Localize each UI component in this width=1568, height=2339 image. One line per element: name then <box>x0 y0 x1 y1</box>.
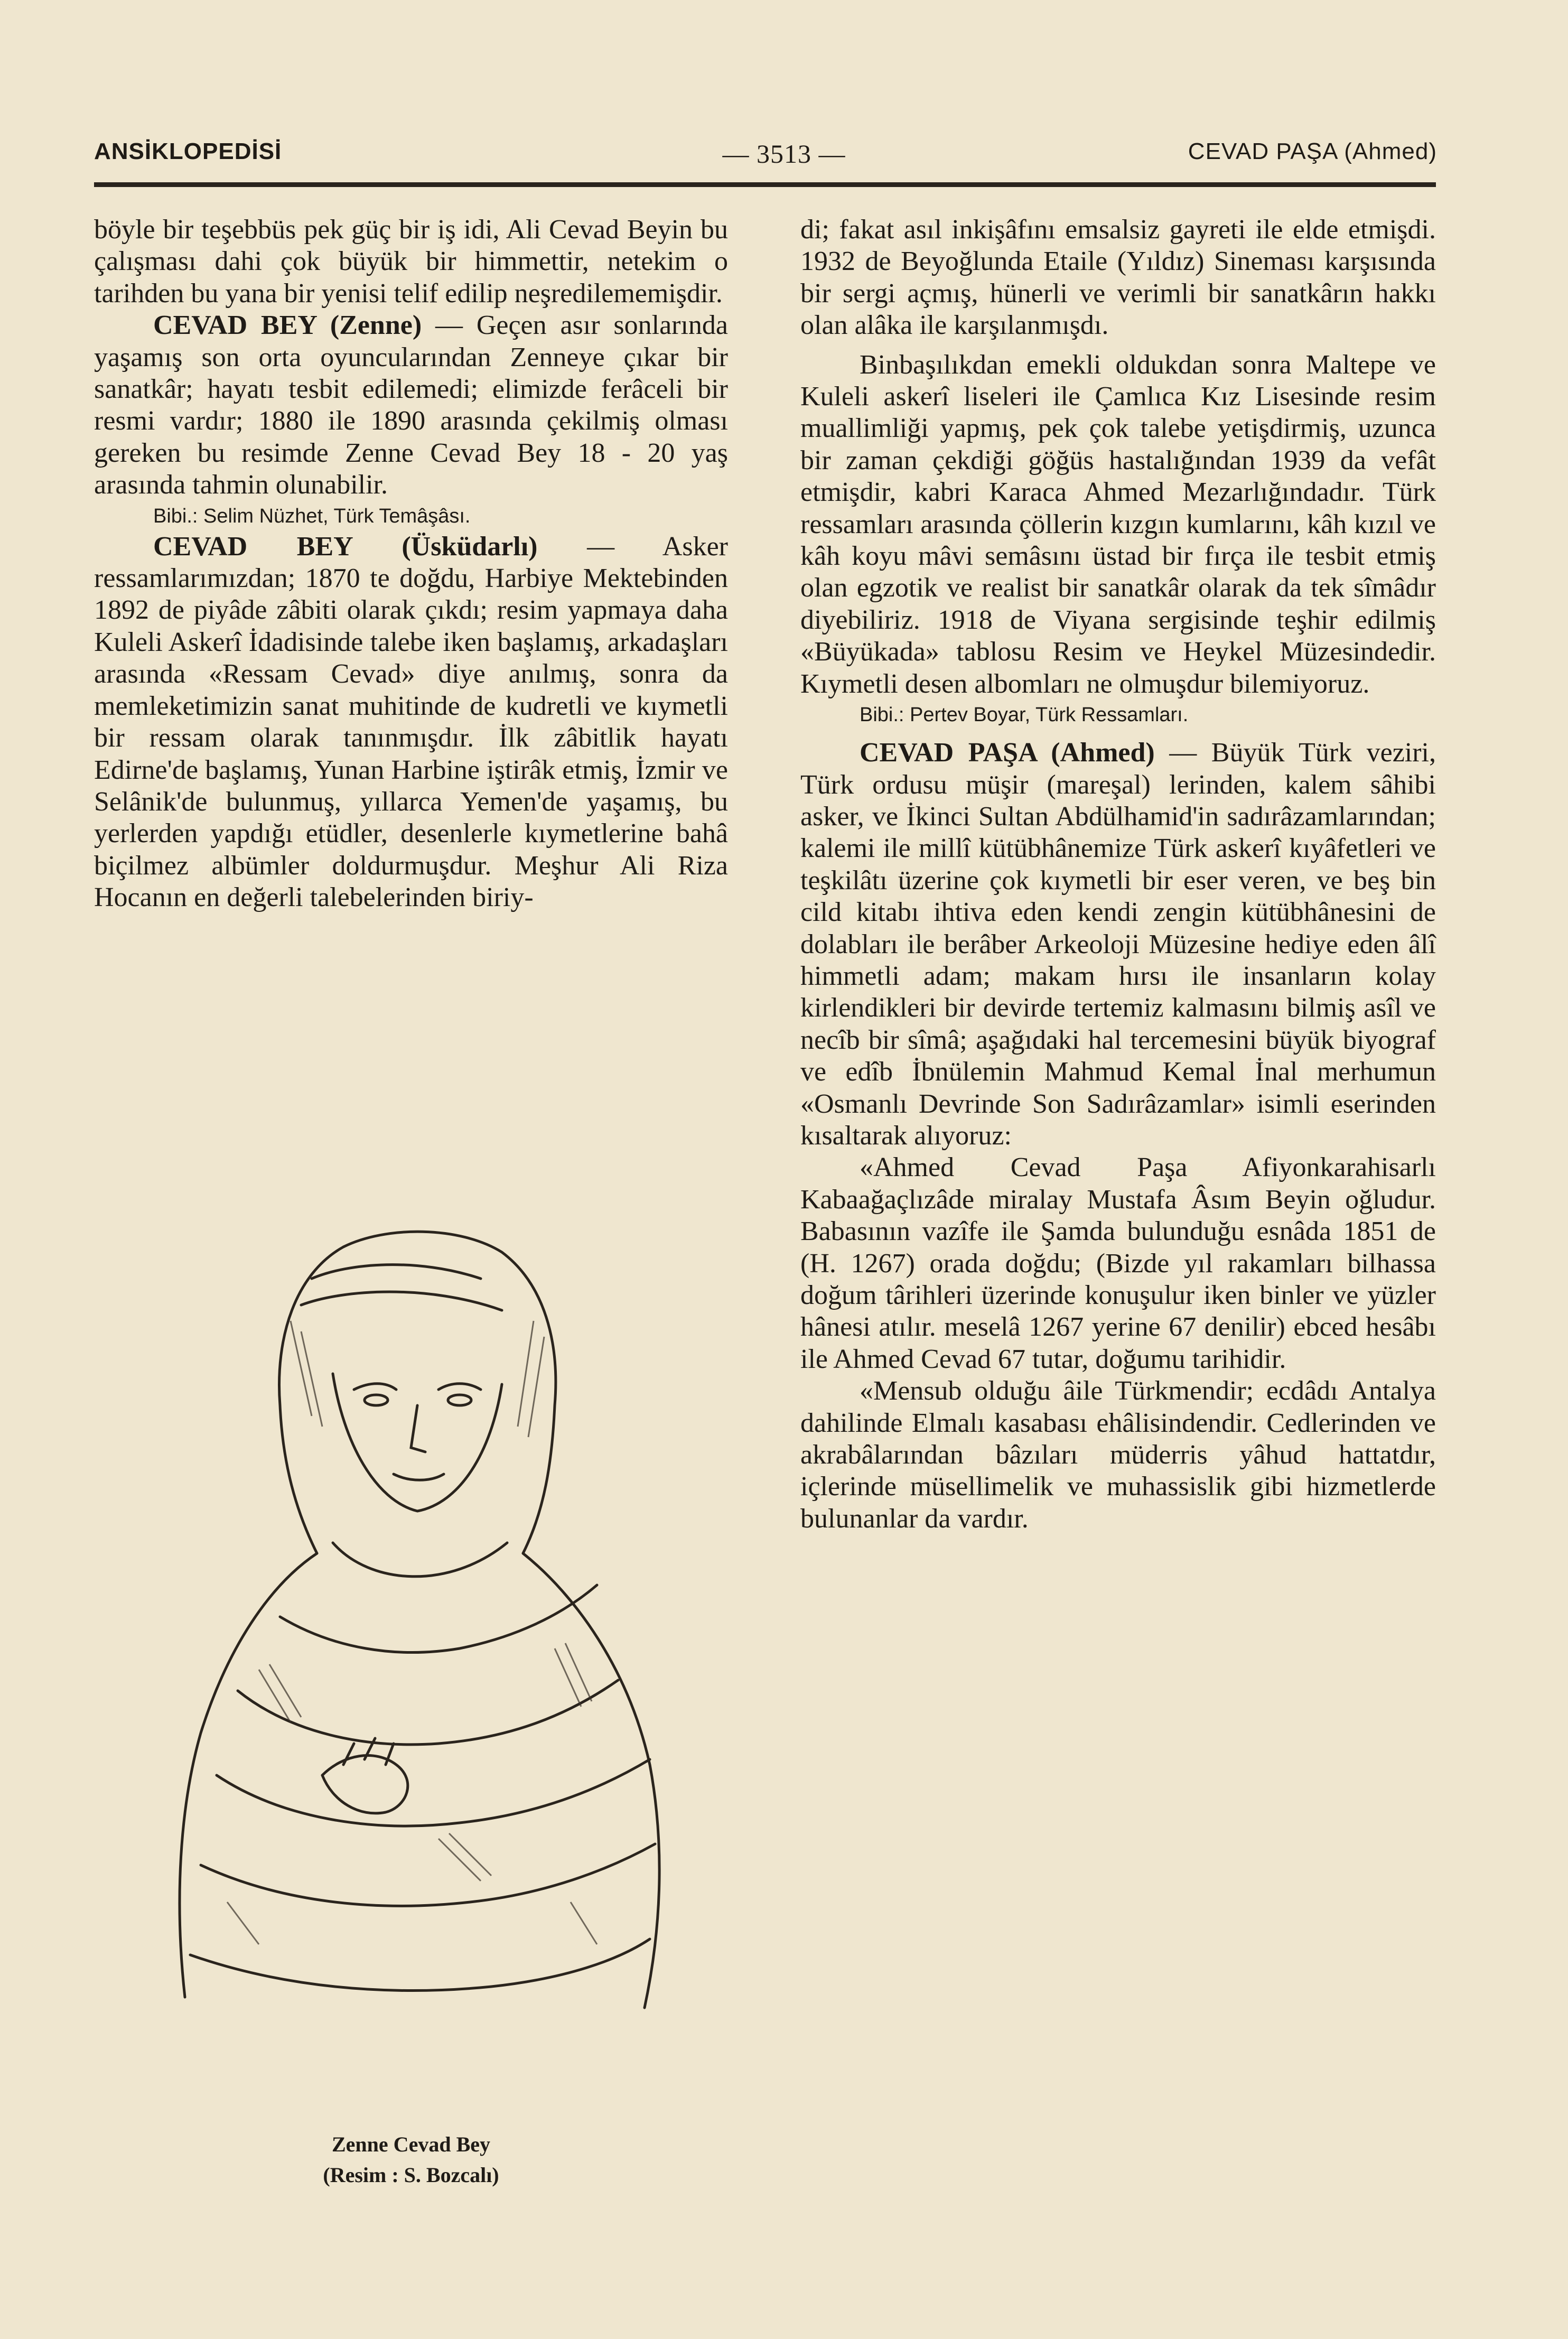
running-header-entry: CEVAD PAŞA (Ahmed) <box>1188 138 1437 164</box>
entry-cevad-bey-zenne <box>94 310 728 501</box>
portrait-illustration <box>122 1215 708 2113</box>
figure-caption <box>94 2129 728 2191</box>
entry-text: — Asker ressamlarımızdan; 1870 te doğdu, Harbiye Mektebinden 1892 de piyâde zâbiti olarak çıkdı; resim yapmaya daha Kuleli Askerî İdadisinde talebe iken başlamış, arkadaşları arasında «Ressam Cevad» diye anılmış, sonra da memleketimizin sanat muhitinde de kudretli ve kıymetli bir ressam olarak tanınmışdır. İlk zâbitlik hayatı Edirne'de başlamış, Yunan Harbine iştirâk etmiş, İzmir ve Selânik'de bulunmuş, yıllarca Yemen'de yaşamış, bu yerlerden yapdığı etüdler, desenlerle kıymetlerine bahâ biçilmez albümler doldurmuşdur. Meşhur Ali Riza Hocanın en değerli talebelerinden biriy- <box>94 531 728 913</box>
right-column <box>800 214 1436 1535</box>
caption-title: Zenne Cevad Bey <box>332 2132 490 2156</box>
quoted-paragraph: «Ahmed Cevad Paşa Afiyonkarahisarlı Kabaağaçlızâde miralay Mustafa Âsım Beyin oğludur. Babasının vazîfe ile Şamda bulunduğu esnâda 1851 de (H. 1267) orada doğdu; (Bizde yıl rakamları bilhassa doğum târihleri üzerinde konuşulur iken binler ve yüzler hânesi atılır. meselâ 1267 yerine 67 denilir) ebced hesâbı ile Ahmed Cevad 67 tutar, doğumu tarihidir. <box>800 1152 1436 1374</box>
bibliography-note: Bibi.: Selim Nüzhet, Türk Temâşâsı. <box>153 505 471 527</box>
quoted-paragraph: «Mensub olduğu âile Türkmendir; ecdâdı Antalya dahilinde Elmalı kasabası ehâlisindendir. Cedlerinden ve akrabâlarından bâzıları müderris yâhud hattatdır, içlerinde müsellimelik ve muhassislik gibi hizmetlerde bulunanlar da vardır. <box>800 1376 1436 1534</box>
entry-heading: CEVAD BEY (Zenne) <box>153 310 422 341</box>
running-header-title: ANSİKLOPEDİSİ <box>94 138 282 164</box>
entry-heading: CEVAD BEY (Üsküdarlı) <box>153 531 538 562</box>
page-number: — 3513 — <box>722 139 846 169</box>
left-column <box>94 214 728 914</box>
paragraph-continuation: di; fakat asıl inkişâfını emsalsiz gayreti ile elde etmişdi. 1932 de Beyoğlunda Etaile (Yıldız) Sineması karşısında bir sergi açmış, hünerli ve verimli bir sanatkârın hakkı olan alâka ile karşılanmışdı. <box>800 215 1436 341</box>
entry-text: — Büyük Türk veziri, Türk ordusu müşir (mareşal) lerinden, kalem sâhibi asker, ve İkinci Sultan Abdülhamid'in sadırâzamlarından; kalemi ile millî kütübhânemize Türk askerî kıyâfetleri ve teşkilâtı üzerine çok kıymetli bir eser veren, ve beş bin cild kitabı ihtiva eden kendi zengin kütübhânesini de dolabları ile berâber Arkeoloji Müzesine hediye eden âlî himmetli adam; makam hırsı ile insanların kolay kirlendikleri bir devirde tertemiz kalmasını bilmiş asîl ve necîb bir sîmâ; aşağıdaki hal tercemesini büyük biyograf ve edîb İbnülemin Mahmud Kemal İnal merhumun «Osmanlı Devrinde Son Sadırâzamlar» isimli eserinden kısaltarak alıyoruz: <box>800 738 1436 1151</box>
paragraph-continuation: böyle bir teşebbüs pek güç bir iş idi, Ali Cevad Beyin bu çalışması dahi çok büyük bir himmettir, netekim o tarihden bu yana bir yenisi telif edilip neşredilememişdir. <box>94 215 728 309</box>
header-rule <box>94 182 1436 187</box>
paragraph: Binbaşılıkdan emekli oldukdan sonra Maltepe ve Kuleli askerî liseleri ile Çamlıca Kız Lisesinde resim muallimliği yapmış, pek çok talebe yetişdirmiş, uzunca bir zaman çekdiği göğüs hastalığından 1939 da vefât etmişdir, kabri Karaca Ahmed Mezarlığındadır. Türk ressamları arasında çöllerin kızgın kumlarını, kâh kızıl ve kâh koyu mâvi semâsını üstad bir fırça ile tesbit etmiş olan egzotik ve realist bir sanatkâr olarak da tek sîmâdır diyebiliriz. 1918 de Viyana sergisinde teşhir edilmiş «Büyükada» tablosu Resim ve Heykel Müzesindedir. Kıymetli desen albomları ne olmuşdur bilemiyoruz. <box>800 349 1436 699</box>
entry-cevad-pasa <box>800 737 1436 1152</box>
portrait-drawing-icon <box>122 1215 708 2113</box>
entry-text: — Geçen asır sonlarında yaşamış son orta oyuncularından Zenneye çıkar bir sanatkâr; hayatı tesbit edilemedi; elimizde ferâceli bir resmi vardır; 1880 ile 1890 arasında çekilmiş olması gereken bu resimde Zenne Cevad Bey 18 - 20 yaş arasında tahmin olunabilir. <box>94 310 728 500</box>
entry-heading: CEVAD PAŞA (Ahmed) <box>860 738 1155 768</box>
caption-credit: (Resim : S. Bozcalı) <box>323 2163 499 2187</box>
bibliography-note: Bibi.: Pertev Boyar, Türk Ressamları. <box>860 704 1189 726</box>
entry-cevad-bey-uskudarli <box>94 531 728 914</box>
